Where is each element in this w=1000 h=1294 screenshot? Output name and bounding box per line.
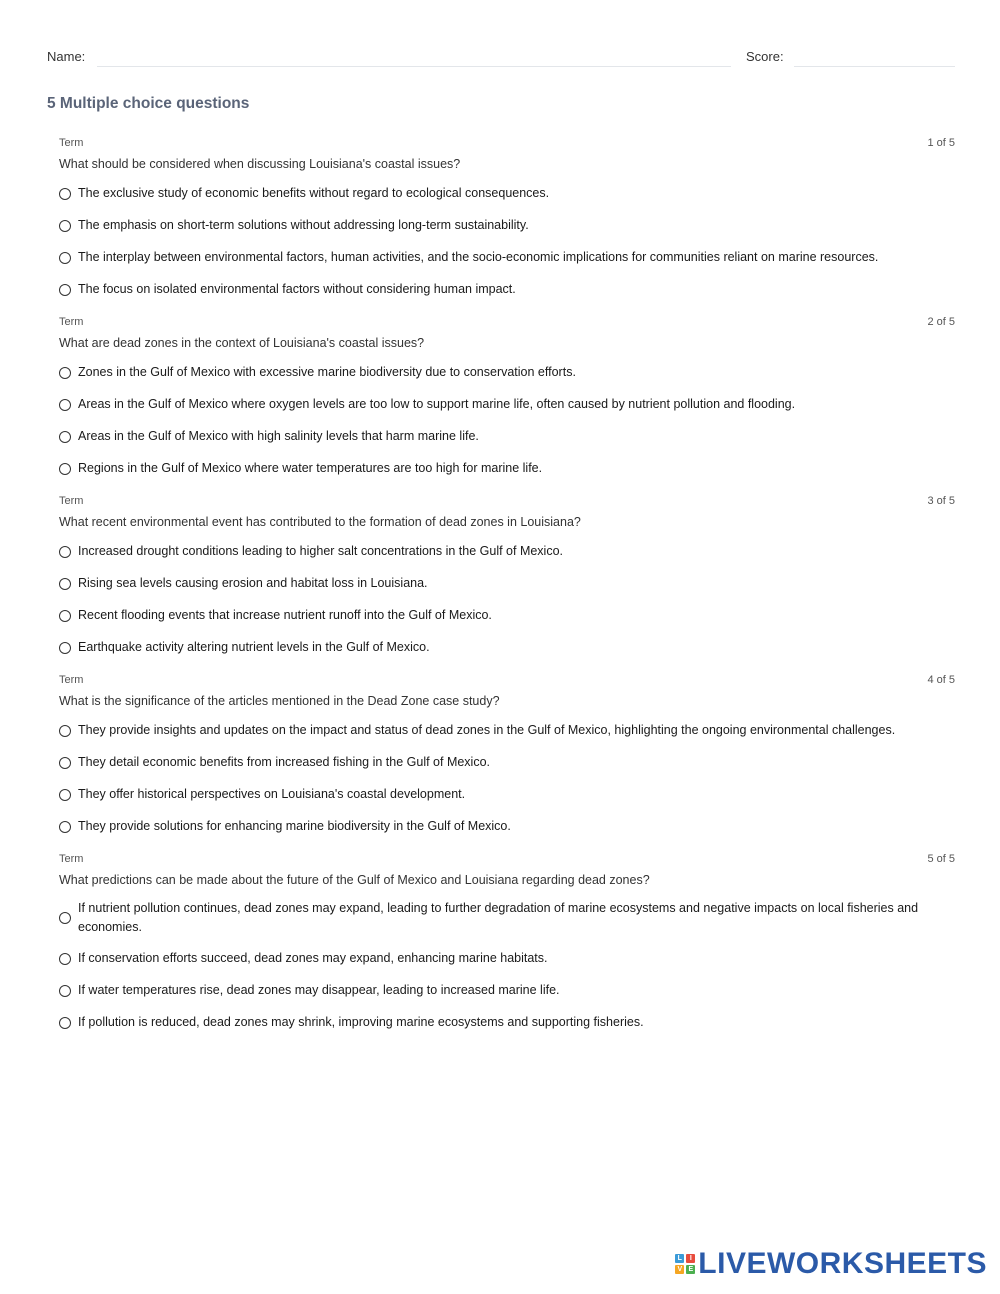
answer-option-text: The focus on isolated environmental factors without considering human impact.: [78, 282, 516, 296]
name-field[interactable]: [97, 66, 731, 67]
question-counter: 1 of 5: [927, 137, 955, 149]
answer-option[interactable]: [59, 980, 955, 1001]
question-text: What are dead zones in the context of Louisiana's coastal issues?: [59, 336, 425, 350]
logo-block: V: [675, 1265, 684, 1274]
question-term-label: Term: [59, 495, 84, 507]
radio-button[interactable]: [59, 546, 71, 558]
answer-option-text: Areas in the Gulf of Mexico where oxygen levels are too low to support marine life, often caused by nutrient pollution and flooding.: [78, 397, 796, 411]
answer-option-text: The exclusive study of economic benefits without regard to ecological consequences.: [78, 186, 550, 200]
answer-option-text: Rising sea levels causing erosion and habitat loss in Louisiana.: [78, 576, 428, 590]
question-text: What should be considered when discussing Louisiana's coastal issues?: [59, 157, 461, 171]
question-block: [59, 849, 955, 1033]
radio-button[interactable]: [59, 463, 71, 475]
answer-option[interactable]: [59, 458, 955, 479]
question-counter: 2 of 5: [927, 316, 955, 328]
answer-option[interactable]: [59, 637, 955, 658]
answer-option-text: If water temperatures rise, dead zones may disappear, leading to increased marine life.: [78, 983, 560, 997]
answer-option-text: They offer historical perspectives on Louisiana's coastal development.: [78, 787, 466, 801]
question-counter: 5 of 5: [927, 853, 955, 865]
answer-option-text: Zones in the Gulf of Mexico with excessive marine biodiversity due to conservation efforts.: [78, 365, 576, 379]
answer-option[interactable]: [59, 573, 955, 594]
answer-option[interactable]: [59, 215, 955, 236]
answer-option-text: Regions in the Gulf of Mexico where water temperatures are too high for marine life.: [78, 461, 543, 475]
answer-option-text: The emphasis on short-term solutions without addressing long-term sustainability.: [78, 218, 529, 232]
radio-button[interactable]: [59, 642, 71, 654]
answer-option[interactable]: [59, 899, 955, 937]
radio-button[interactable]: [59, 252, 71, 264]
logo-text: LIVEWORKSHEETS: [698, 1247, 987, 1280]
answer-option-text: Earthquake activity altering nutrient levels in the Gulf of Mexico.: [78, 640, 430, 654]
score-field[interactable]: [794, 66, 955, 67]
radio-button[interactable]: [59, 431, 71, 443]
radio-button[interactable]: [59, 610, 71, 622]
radio-button[interactable]: [59, 821, 71, 833]
question-list: [59, 133, 955, 1045]
answer-option[interactable]: [59, 720, 955, 741]
answer-option[interactable]: [59, 541, 955, 562]
liveworksheets-logo: [675, 1247, 987, 1281]
answer-option[interactable]: [59, 426, 955, 447]
answer-option-text: Increased drought conditions leading to higher salt concentrations in the Gulf of Mexico.: [78, 544, 564, 558]
radio-button[interactable]: [59, 757, 71, 769]
radio-button[interactable]: [59, 725, 71, 737]
radio-button[interactable]: [59, 953, 71, 965]
score-label: Score:: [746, 49, 784, 64]
question-meta: [59, 491, 955, 511]
question-text: What recent environmental event has contributed to the formation of dead zones in Louisiana?: [59, 515, 581, 529]
answer-option-text: They provide insights and updates on the impact and status of dead zones in the Gulf of Mexico, highlighting the ongoing environmental challenges.: [78, 723, 896, 737]
answer-option[interactable]: [59, 183, 955, 204]
question-term-label: Term: [59, 674, 84, 686]
question-text: What is the significance of the articles mentioned in the Dead Zone case study?: [59, 694, 500, 708]
question-text: What predictions can be made about the future of the Gulf of Mexico and Louisiana regarding dead zones?: [59, 873, 650, 887]
question-meta: [59, 312, 955, 332]
question-term-label: Term: [59, 316, 84, 328]
worksheet-header: [47, 49, 955, 69]
answer-option[interactable]: [59, 816, 955, 837]
answer-option[interactable]: [59, 784, 955, 805]
radio-button[interactable]: [59, 912, 71, 924]
question-term-label: Term: [59, 853, 84, 865]
radio-button[interactable]: [59, 578, 71, 590]
radio-button[interactable]: [59, 220, 71, 232]
answer-option[interactable]: [59, 247, 955, 268]
radio-button[interactable]: [59, 188, 71, 200]
radio-button[interactable]: [59, 1017, 71, 1029]
answer-option-text: If conservation efforts succeed, dead zones may expand, enhancing marine habitats.: [78, 951, 548, 965]
question-block: [59, 312, 955, 479]
answer-option[interactable]: [59, 605, 955, 626]
radio-button[interactable]: [59, 985, 71, 997]
answer-option[interactable]: [59, 948, 955, 969]
radio-button[interactable]: [59, 399, 71, 411]
answer-option-text: Recent flooding events that increase nutrient runoff into the Gulf of Mexico.: [78, 608, 492, 622]
section-title: 5 Multiple choice questions: [47, 95, 250, 112]
logo-block: E: [686, 1265, 695, 1274]
logo-block: L: [675, 1254, 684, 1263]
answer-option[interactable]: [59, 752, 955, 773]
answer-option[interactable]: [59, 279, 955, 300]
answer-option-text: They provide solutions for enhancing marine biodiversity in the Gulf of Mexico.: [78, 819, 511, 833]
question-meta: [59, 133, 955, 153]
name-label: Name:: [47, 49, 86, 64]
answer-option[interactable]: [59, 1012, 955, 1033]
answer-option-text: If pollution is reduced, dead zones may shrink, improving marine ecosystems and supporting fisheries.: [78, 1015, 644, 1029]
answer-option[interactable]: [59, 362, 955, 383]
logo-block: I: [686, 1254, 695, 1263]
question-counter: 4 of 5: [927, 674, 955, 686]
question-block: [59, 491, 955, 658]
question-meta: [59, 670, 955, 690]
answer-option[interactable]: [59, 394, 955, 415]
radio-button[interactable]: [59, 789, 71, 801]
question-counter: 3 of 5: [927, 495, 955, 507]
question-block: [59, 133, 955, 300]
answer-option-text: The interplay between environmental factors, human activities, and the socio-economic implications for communities reliant on marine resources.: [78, 250, 879, 264]
radio-button[interactable]: [59, 367, 71, 379]
radio-button[interactable]: [59, 284, 71, 296]
question-meta: [59, 849, 955, 869]
answer-option-text: If nutrient pollution continues, dead zones may expand, leading to further degradation of marine ecosystems and negative impacts on local fisheries and economies.: [78, 901, 919, 934]
answer-option-text: They detail economic benefits from increased fishing in the Gulf of Mexico.: [78, 755, 491, 769]
question-block: [59, 670, 955, 837]
answer-option-text: Areas in the Gulf of Mexico with high salinity levels that harm marine life.: [78, 429, 479, 443]
logo-icon: [675, 1254, 695, 1274]
question-term-label: Term: [59, 137, 84, 149]
